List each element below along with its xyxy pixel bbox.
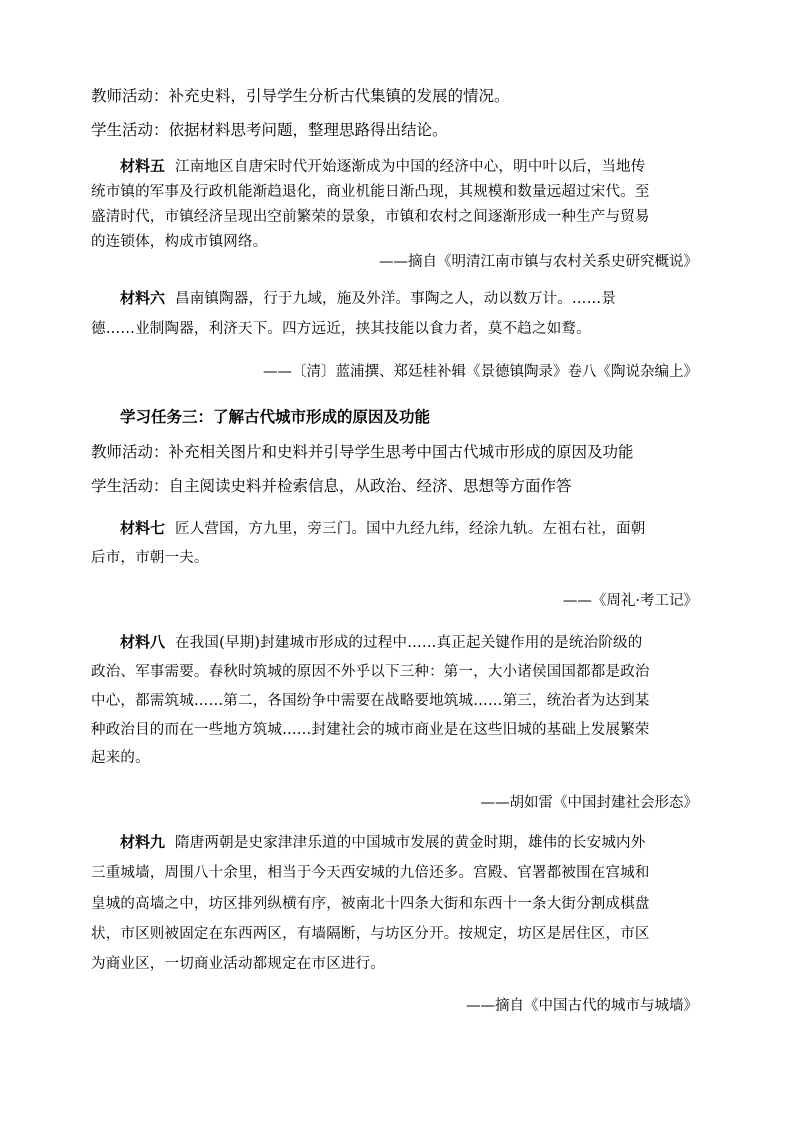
material-6-source: ——〔清〕蓝浦撰、郑廷桂补辑《景德镇陶录》卷八《陶说杂编上》 bbox=[263, 364, 698, 380]
teacher-activity-2: 教师活动：补充史料，引导学生分析古代集镇的发展的情况。 bbox=[91, 87, 510, 105]
material-6-line-1: 材料六 昌南镇陶器，行于九域，施及外洋。事陶之人，动以数万计。……景 bbox=[120, 289, 617, 307]
material-5-line-3: 盛清时代，市镇经济呈现出空前繁荣的景象，市镇和农村之间逐渐形成一种生产与贸易 bbox=[91, 209, 650, 225]
material-5-line-2: 统市镇的军事及行政机能渐趋退化，商业机能日渐凸现，其规模和数量远超过宋代。至 bbox=[91, 184, 650, 200]
teacher-activity-3: 教师活动：补充相关图片和史料并引导学生思考中国古代城市形成的原因及功能 bbox=[91, 443, 634, 461]
material-5-line-4: 的连锁体，构成市镇网络。 bbox=[91, 234, 268, 250]
learning-task-3: 学习任务三：了解古代城市形成的原因及功能 bbox=[120, 408, 431, 426]
material-8-line-3: 中心，都需筑城……第二，各国纷争中需要在战略要地筑城……第三，统治者为达到某 bbox=[91, 693, 650, 709]
material-5-line-1: 材料五 江南地区自唐宋时代开始逐渐成为中国的经济中心，明中叶以后，当地传 bbox=[120, 157, 646, 175]
material-9-line-4: 状，市区则被固定在东西两区，有墙隔断，与坊区分开。按规定，坊区是居住区，市区 bbox=[91, 926, 650, 942]
material-8-line-1: 材料八 在我国(早期)封建城市形成的过程中……真正起关键作用的是统治阶级的 bbox=[120, 633, 643, 651]
material-8-line-4: 种政治目的而在一些地方筑城……封建社会的城市商业是在这些旧城的基础上发展繁荣 bbox=[91, 722, 650, 738]
material-9-line-5: 为商业区，一切商业活动都规定在市区进行。 bbox=[91, 956, 385, 972]
material-8-line-5: 起来的。 bbox=[91, 750, 150, 766]
material-9-line-2: 三重城墙，周围八十余里，相当于今天西安城的九倍还多。宫殿、官署都被围在宫城和 bbox=[91, 865, 650, 881]
material-9-line-1: 材料九 隋唐两朝是史家津津乐道的中国城市发展的黄金时期，雄伟的长安城内外 bbox=[120, 833, 646, 851]
material-5-label: 材料五 bbox=[120, 157, 166, 175]
material-7-line-1: 材料七 匠人营国，方九里，旁三门。国中九经九纬，经涂九轨。左祖右社，面朝 bbox=[120, 519, 646, 537]
material-6-line-2: 德……业制陶器，利济天下。四方远近，挟其技能以食力者，莫不趋之如鹜。 bbox=[91, 321, 591, 337]
student-activity-3: 学生活动：自主阅读史料并检索信息，从政治、经济、思想等方面作答 bbox=[91, 477, 572, 495]
material-9-line-3: 皇城的高墙之中，坊区排列纵横有序，被南北十四条大街和东西十一条大街分割成棋盘 bbox=[91, 896, 650, 912]
student-activity-2: 学生活动：依据材料思考问题，整理思路得出结论。 bbox=[91, 121, 448, 139]
material-9-label: 材料九 bbox=[120, 833, 166, 851]
material-7-line-2: 后市，市朝一夫。 bbox=[91, 550, 209, 566]
material-8-label: 材料八 bbox=[120, 633, 166, 651]
material-9-source: ——摘自《中国古代的城市与城墙》 bbox=[466, 998, 698, 1014]
material-8-source: ——胡如雷《中国封建社会形态》 bbox=[480, 795, 698, 811]
material-8-line-2: 政治、军事需要。春秋时筑城的原因不外乎以下三种：第一，大小诸侯国国都都是政治 bbox=[91, 664, 650, 680]
material-5-source: ——摘自《明清江南市镇与农村关系史研究概说》 bbox=[379, 254, 698, 270]
material-6-label: 材料六 bbox=[120, 289, 166, 307]
material-7-source: ——《周礼·考工记》 bbox=[562, 593, 698, 609]
material-7-label: 材料七 bbox=[120, 519, 166, 537]
